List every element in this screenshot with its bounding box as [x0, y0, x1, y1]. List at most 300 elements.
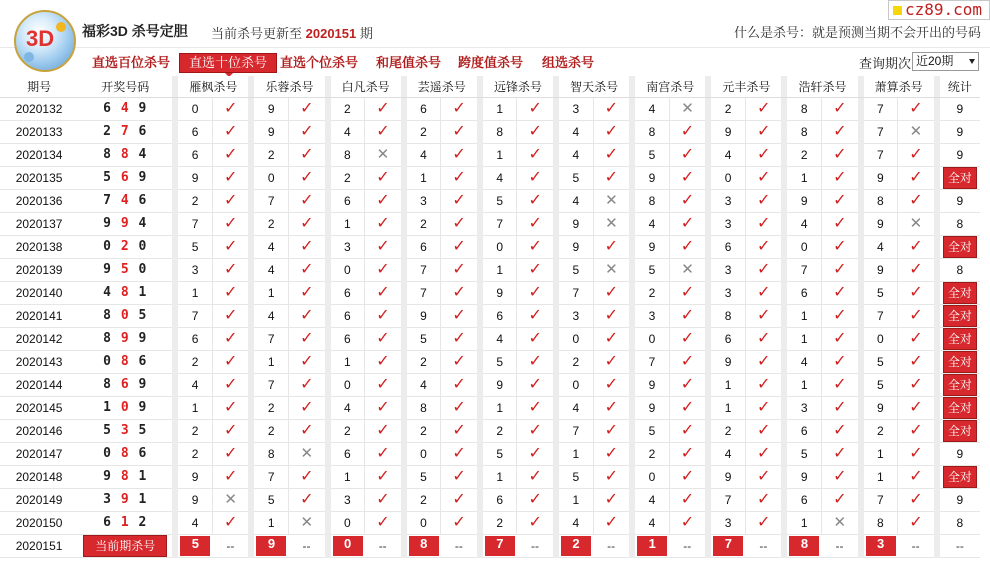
kill-number: 9 — [711, 465, 745, 488]
all-correct-badge: 全对 — [943, 374, 977, 396]
check-icon: ✓ — [604, 513, 619, 531]
check-icon: ✓ — [909, 168, 923, 186]
table-row — [0, 327, 980, 350]
col-header-issue: 期号 — [0, 76, 78, 97]
check-icon: ✓ — [300, 168, 314, 186]
kill-number: 7 — [407, 281, 441, 304]
check-icon: ✓ — [680, 214, 695, 232]
kill-result — [669, 120, 705, 143]
kill-number: 4 — [559, 189, 593, 212]
draw-digit: 0 — [138, 239, 148, 254]
kill-number: 5 — [483, 442, 517, 465]
kill-result — [822, 235, 858, 258]
draw-code — [78, 304, 172, 327]
check-icon: ✓ — [376, 352, 390, 370]
kill-result — [593, 511, 629, 534]
kill-result — [212, 235, 248, 258]
kill-number: 2 — [254, 396, 288, 419]
kill-result — [212, 258, 248, 281]
check-icon: ✓ — [833, 352, 847, 370]
kill-number: 1 — [787, 511, 821, 534]
check-icon: ✓ — [528, 329, 542, 347]
check-icon: ✓ — [452, 214, 466, 232]
kill-number: 3 — [407, 189, 441, 212]
kill-result — [593, 419, 629, 442]
check-icon: ✓ — [909, 237, 923, 255]
check-icon: ✓ — [756, 214, 771, 232]
check-icon: ✓ — [604, 145, 619, 163]
col-header-expert[interactable]: 雁枫杀号 — [178, 76, 248, 97]
kill-number: 1 — [787, 304, 821, 327]
kill-number: 1 — [483, 396, 517, 419]
site-badge[interactable] — [888, 0, 990, 20]
tab-span-kill[interactable]: 跨度值杀号 — [458, 55, 524, 70]
kill-result — [593, 258, 629, 281]
kill-number: 9 — [483, 373, 517, 396]
draw-digit: 8 — [103, 308, 112, 323]
draw-code — [78, 511, 172, 534]
check-icon: ✓ — [223, 467, 238, 485]
kill-number: 2 — [178, 350, 212, 373]
kill-result — [289, 488, 325, 511]
period-select[interactable] — [912, 52, 979, 71]
kill-result — [212, 327, 248, 350]
kill-result — [898, 189, 934, 212]
kill-number: 8 — [711, 304, 745, 327]
table-row — [0, 281, 980, 304]
check-icon: ✓ — [300, 490, 314, 508]
draw-digit: 4 — [120, 193, 130, 208]
kill-result — [212, 465, 248, 488]
kill-result — [365, 304, 401, 327]
kill-number: 4 — [635, 97, 669, 120]
check-icon: ✓ — [376, 260, 390, 278]
kill-number: 0 — [635, 327, 669, 350]
cross-icon: ✕ — [833, 513, 847, 531]
draw-code — [78, 235, 172, 258]
issue-number: 2020137 — [0, 212, 78, 235]
check-icon: ✓ — [376, 237, 390, 255]
kill-result — [212, 488, 248, 511]
draw-code — [78, 258, 172, 281]
kill-number: 3 — [559, 304, 593, 327]
stat-cell — [940, 327, 980, 350]
kill-number: 6 — [787, 488, 821, 511]
kill-result — [289, 396, 325, 419]
kill-number: 2 — [483, 419, 517, 442]
col-header-expert[interactable]: 白凡杀号 — [331, 76, 401, 97]
draw-code — [78, 373, 172, 396]
check-icon: ✓ — [756, 306, 771, 324]
kill-result — [669, 143, 705, 166]
kill-result — [593, 304, 629, 327]
check-icon: ✓ — [680, 329, 695, 347]
kill-number: 7 — [178, 304, 212, 327]
kill-result — [365, 373, 401, 396]
issue-number: 2020139 — [0, 258, 78, 281]
kill-result — [822, 281, 858, 304]
kill-number: 2 — [254, 212, 288, 235]
check-icon: ✓ — [452, 490, 466, 508]
check-icon: ✓ — [756, 145, 771, 163]
kill-number: 2 — [331, 166, 365, 189]
check-icon: ✓ — [833, 375, 847, 393]
kill-result — [898, 212, 934, 235]
check-icon: ✓ — [300, 145, 314, 163]
current-kill-number — [559, 534, 593, 557]
kill-number: 3 — [787, 396, 821, 419]
kill-result — [517, 97, 553, 120]
all-correct-badge: 全对 — [943, 420, 977, 442]
draw-code — [78, 166, 172, 189]
site-badge-text: cz89.com — [905, 0, 983, 19]
current-stat: -- — [940, 534, 980, 557]
check-icon: ✓ — [452, 329, 466, 347]
col-header-expert[interactable]: 元丰杀号 — [711, 76, 781, 97]
kill-result — [898, 465, 934, 488]
kill-result — [441, 396, 477, 419]
kill-result — [517, 488, 553, 511]
stat-cell — [940, 396, 980, 419]
draw-digit: 6 — [138, 193, 148, 208]
check-icon: ✓ — [223, 375, 238, 393]
check-icon: ✓ — [909, 398, 923, 416]
kill-result — [212, 419, 248, 442]
check-icon: ✓ — [680, 421, 695, 439]
fucai-3d-logo — [14, 10, 76, 72]
check-icon: ✓ — [833, 421, 847, 439]
kill-number: 9 — [787, 465, 821, 488]
check-icon: ✓ — [833, 260, 847, 278]
stat-cell — [940, 419, 980, 442]
kill-result — [289, 120, 325, 143]
kill-result — [441, 258, 477, 281]
kill-number: 9 — [178, 488, 212, 511]
issue-number: 2020135 — [0, 166, 78, 189]
draw-digit: 1 — [120, 515, 130, 530]
draw-digit: 5 — [103, 170, 112, 185]
kill-number: 4 — [711, 442, 745, 465]
kill-result — [289, 166, 325, 189]
check-icon: ✓ — [223, 306, 238, 324]
check-icon: ✓ — [223, 145, 238, 163]
logo-ball-icon — [24, 52, 34, 62]
issue-number: 2020145 — [0, 396, 78, 419]
kill-number: 6 — [178, 120, 212, 143]
kill-number: 7 — [787, 258, 821, 281]
kill-number: 3 — [331, 235, 365, 258]
check-icon: ✓ — [756, 283, 771, 301]
kill-number: 8 — [864, 189, 898, 212]
col-header-expert[interactable]: 远锋杀号 — [483, 76, 553, 97]
tab-tens-kill[interactable]: 直选十位杀号 — [179, 53, 277, 73]
current-kill-value: 1 — [637, 536, 667, 556]
kill-number: 1 — [787, 373, 821, 396]
kill-result — [593, 465, 629, 488]
check-icon: ✓ — [909, 467, 923, 485]
kill-result — [517, 189, 553, 212]
check-icon: ✓ — [909, 329, 923, 347]
check-icon: ✓ — [604, 283, 619, 301]
kill-result — [365, 511, 401, 534]
check-icon: ✓ — [909, 145, 923, 163]
check-icon: ✓ — [300, 214, 314, 232]
kill-result — [669, 258, 705, 281]
toolbar — [0, 48, 990, 76]
kill-number: 2 — [178, 419, 212, 442]
col-header-expert[interactable]: 萧算杀号 — [864, 76, 934, 97]
check-icon: ✓ — [680, 375, 695, 393]
check-icon: ✓ — [680, 398, 695, 416]
table-row — [0, 212, 980, 235]
kill-result — [669, 327, 705, 350]
kill-result — [365, 258, 401, 281]
check-icon: ✓ — [452, 398, 466, 416]
kill-result — [822, 419, 858, 442]
kill-result — [822, 373, 858, 396]
kill-number: 4 — [559, 396, 593, 419]
kill-number: 5 — [407, 465, 441, 488]
current-kill-result: -- — [365, 534, 401, 557]
kill-number: 7 — [711, 488, 745, 511]
kill-number: 8 — [254, 442, 288, 465]
check-icon: ✓ — [528, 214, 542, 232]
tab-sum-tail-kill[interactable]: 和尾值杀号 — [376, 55, 442, 70]
check-icon: ✓ — [680, 490, 695, 508]
current-kill-result: -- — [593, 534, 629, 557]
kill-result — [441, 465, 477, 488]
draw-digit: 9 — [103, 216, 112, 231]
col-header-expert[interactable]: 南宫杀号 — [635, 76, 705, 97]
kill-number: 4 — [787, 212, 821, 235]
col-header-expert[interactable]: 芸遥杀号 — [407, 76, 477, 97]
kill-result — [669, 396, 705, 419]
check-icon: ✓ — [604, 421, 619, 439]
kill-result — [745, 189, 781, 212]
all-correct-badge: 全对 — [943, 397, 977, 419]
table-row — [0, 373, 980, 396]
draw-digit: 6 — [103, 515, 112, 530]
kill-result — [745, 304, 781, 327]
check-icon: ✓ — [680, 168, 695, 186]
kill-number: 1 — [559, 442, 593, 465]
kill-number: 1 — [787, 166, 821, 189]
kill-number: 1 — [864, 465, 898, 488]
kill-result — [212, 166, 248, 189]
kill-result — [745, 235, 781, 258]
current-kill-number — [864, 534, 898, 557]
kill-number: 2 — [254, 419, 288, 442]
kill-result — [289, 511, 325, 534]
kill-number: 9 — [711, 120, 745, 143]
table-row — [0, 120, 980, 143]
col-header-expert[interactable]: 智天杀号 — [559, 76, 629, 97]
kill-result — [745, 350, 781, 373]
kill-number: 9 — [635, 235, 669, 258]
kill-result — [822, 327, 858, 350]
kill-result — [365, 281, 401, 304]
kill-number: 5 — [407, 327, 441, 350]
check-icon: ✓ — [300, 329, 314, 347]
current-kill-value: 8 — [789, 536, 819, 556]
check-icon: ✓ — [376, 191, 390, 209]
check-icon: ✓ — [452, 306, 466, 324]
check-icon: ✓ — [528, 237, 542, 255]
kill-number: 7 — [864, 304, 898, 327]
kill-number: 1 — [331, 465, 365, 488]
kill-number: 0 — [407, 511, 441, 534]
tab-hundreds-kill[interactable]: 直选百位杀号 — [92, 55, 171, 70]
kill-number: 5 — [864, 350, 898, 373]
check-icon: ✓ — [833, 283, 847, 301]
period-select-value: 近20期 — [916, 54, 954, 68]
kill-result — [441, 281, 477, 304]
kill-number: 9 — [254, 97, 288, 120]
check-icon: ✓ — [604, 122, 619, 140]
draw-digit: 2 — [120, 239, 130, 254]
kill-number: 7 — [559, 281, 593, 304]
kill-result — [212, 143, 248, 166]
kill-result — [593, 327, 629, 350]
col-header-expert[interactable]: 浩轩杀号 — [787, 76, 857, 97]
kill-result — [441, 488, 477, 511]
kill-result — [898, 166, 934, 189]
check-icon: ✓ — [376, 283, 390, 301]
check-icon: ✓ — [756, 122, 771, 140]
draw-digit: 0 — [103, 239, 112, 254]
check-icon: ✓ — [376, 444, 390, 462]
draw-digit: 0 — [103, 446, 112, 461]
issue-number: 2020150 — [0, 511, 78, 534]
table-row — [0, 511, 980, 534]
check-icon: ✓ — [604, 444, 619, 462]
col-header-expert[interactable]: 乐蓉杀号 — [254, 76, 324, 97]
cross-icon: ✕ — [605, 260, 618, 278]
kill-result — [365, 419, 401, 442]
kill-number: 4 — [483, 166, 517, 189]
kill-number: 9 — [635, 373, 669, 396]
tab-group-kill[interactable]: 组选杀号 — [542, 55, 595, 70]
kill-result — [517, 258, 553, 281]
check-icon: ✓ — [756, 237, 771, 255]
check-icon: ✓ — [833, 490, 847, 508]
tab-units-kill[interactable]: 直选个位杀号 — [280, 55, 359, 70]
check-icon: ✓ — [223, 283, 238, 301]
kill-result — [669, 304, 705, 327]
kill-result — [441, 166, 477, 189]
check-icon: ✓ — [376, 467, 390, 485]
kill-number: 5 — [483, 350, 517, 373]
all-correct-badge: 全对 — [943, 466, 977, 488]
kill-number: 4 — [635, 212, 669, 235]
check-icon: ✓ — [223, 421, 238, 439]
kill-result — [898, 396, 934, 419]
kill-number: 0 — [711, 166, 745, 189]
check-icon: ✓ — [223, 237, 238, 255]
kill-result — [822, 166, 858, 189]
all-correct-badge: 全对 — [943, 282, 977, 304]
kill-number: 6 — [331, 304, 365, 327]
kill-number: 0 — [864, 327, 898, 350]
draw-code — [78, 143, 172, 166]
kill-result — [593, 166, 629, 189]
kill-number: 5 — [178, 235, 212, 258]
kill-number: 8 — [331, 143, 365, 166]
kill-number: 7 — [483, 212, 517, 235]
check-icon: ✓ — [452, 168, 466, 186]
kill-number: 6 — [407, 235, 441, 258]
kill-result — [745, 373, 781, 396]
cross-icon: ✕ — [605, 214, 618, 232]
draw-digit: 9 — [138, 101, 148, 116]
draw-digit: 8 — [120, 147, 130, 162]
issue-number: 2020141 — [0, 304, 78, 327]
kill-number: 1 — [178, 396, 212, 419]
current-kill-result: -- — [212, 534, 248, 557]
check-icon: ✓ — [756, 99, 771, 117]
table-row — [0, 488, 980, 511]
check-icon: ✓ — [452, 99, 466, 117]
kill-result — [745, 281, 781, 304]
check-icon: ✓ — [833, 237, 847, 255]
kill-number: 9 — [635, 396, 669, 419]
draw-digit: 9 — [120, 492, 130, 507]
kill-result — [745, 212, 781, 235]
check-icon: ✓ — [833, 99, 847, 117]
check-icon: ✓ — [528, 513, 542, 531]
kill-result — [898, 97, 934, 120]
draw-digit: 0 — [138, 262, 148, 277]
current-kill-value: 3 — [866, 536, 896, 556]
issue-number: 2020136 — [0, 189, 78, 212]
kill-result — [822, 120, 858, 143]
stat-cell — [940, 465, 980, 488]
kill-number: 6 — [331, 442, 365, 465]
kill-number: 4 — [331, 396, 365, 419]
app-title: 福彩3D 杀号定胆 — [82, 23, 188, 39]
kill-number: 1 — [711, 396, 745, 419]
check-icon: ✓ — [680, 513, 695, 531]
kill-result — [822, 350, 858, 373]
kill-number: 3 — [711, 189, 745, 212]
draw-code — [78, 488, 172, 511]
draw-digit: 6 — [120, 170, 130, 185]
kill-result — [745, 511, 781, 534]
draw-code — [78, 189, 172, 212]
check-icon: ✓ — [300, 99, 314, 117]
current-kill-result: -- — [898, 534, 934, 557]
cross-icon: ✕ — [681, 99, 694, 117]
check-icon: ✓ — [452, 513, 466, 531]
kill-result — [517, 166, 553, 189]
check-icon: ✓ — [223, 191, 238, 209]
check-icon: ✓ — [376, 122, 390, 140]
current-kill-result: -- — [517, 534, 553, 557]
current-kill-button[interactable]: 当前期杀号 — [83, 535, 167, 557]
kill-result — [441, 419, 477, 442]
kill-number: 9 — [178, 465, 212, 488]
kill-result — [669, 419, 705, 442]
kill-result — [593, 235, 629, 258]
kill-result — [289, 258, 325, 281]
kill-result — [593, 281, 629, 304]
kill-result — [212, 373, 248, 396]
kill-result — [822, 304, 858, 327]
kill-number: 2 — [407, 488, 441, 511]
kill-number: 7 — [635, 350, 669, 373]
check-icon: ✓ — [756, 467, 771, 485]
kill-number: 1 — [483, 143, 517, 166]
